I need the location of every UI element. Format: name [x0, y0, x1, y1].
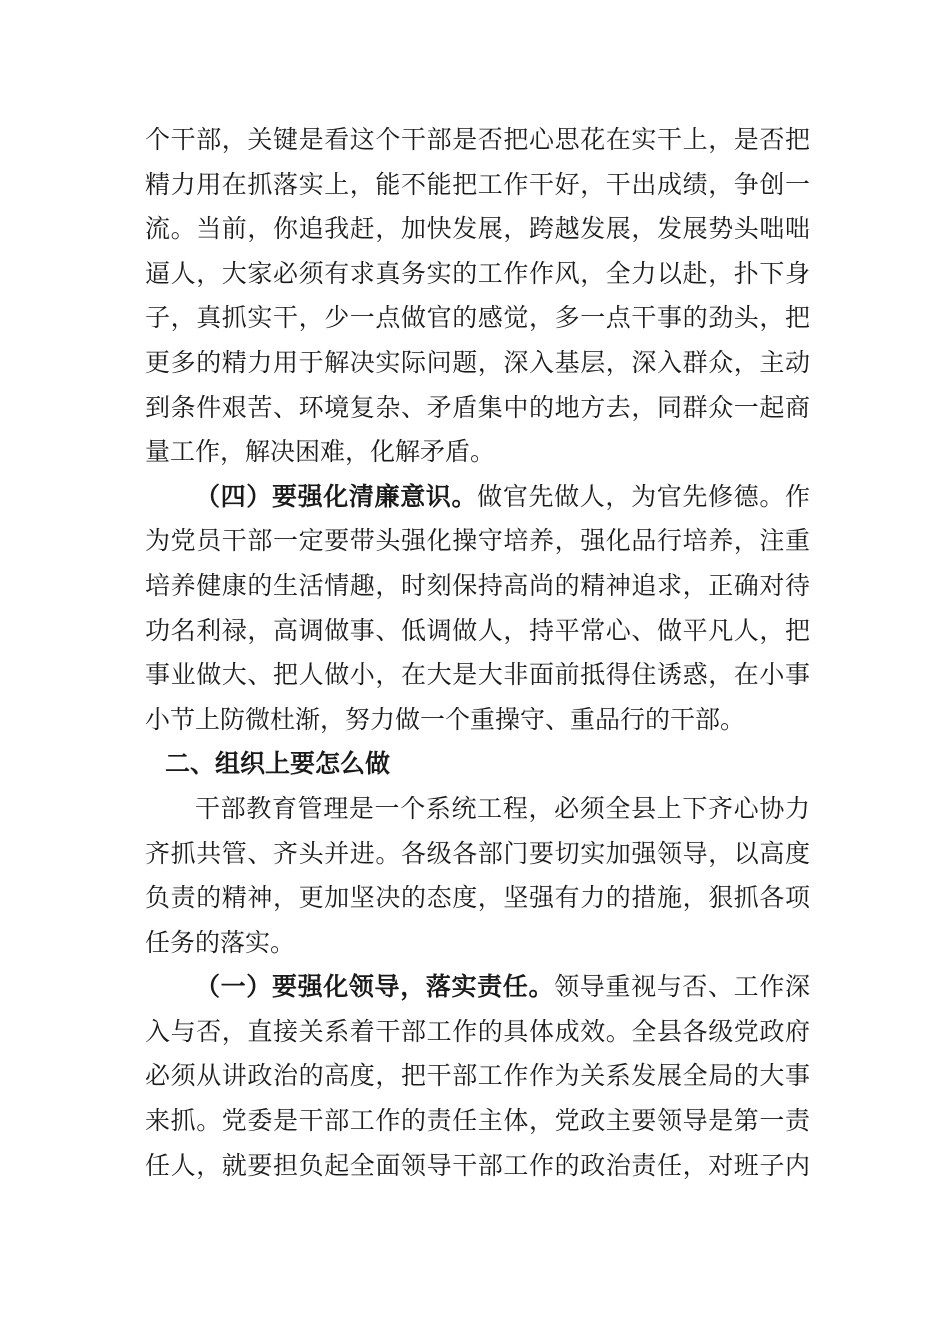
paragraph-first-line: [145, 965, 810, 1010]
text-line: 必须从讲政治的高度，把干部工作作为关系发展全局的大事: [145, 1061, 810, 1091]
section-heading: 二、组织上要怎么做: [165, 749, 391, 779]
text-line: 个干部，关键是看这个干部是否把心思花在实干上，是否把: [145, 125, 810, 154]
text-line: 小节上防微杜渐，努力做一个重操守、重品行的干部。: [145, 704, 746, 734]
text-line: 精力用在抓落实上，能不能把工作干好，干出成绩，争创一: [145, 169, 810, 199]
text-line: 流。当前，你追我赶，加快发展，跨越发展，发展势头咄咄: [145, 214, 810, 244]
text-run: 领导重视与否、工作深: [554, 972, 810, 1002]
text-line: 任人，就要担负起全面领导干部工作的政治责任，对班子内: [145, 1150, 810, 1180]
text-line: 为党员干部一定要带头强化操守培养，强化品行培养，注重: [145, 526, 810, 556]
text-line: 逼人，大家必须有求真务实的工作作风，全力以赴，扑下身: [145, 258, 810, 288]
text-line: 齐抓共管、齐头并进。各级各部门要切实加强领导，以高度: [145, 838, 810, 868]
paragraph-first-line: [145, 475, 810, 520]
text-line: 入与否，直接关系着干部工作的具体成效。全县各级党政府: [145, 1016, 810, 1046]
text-line: 量工作，解决困难，化解矛盾。: [145, 437, 496, 467]
text-run: 做官先做人，为官先修德。作: [477, 481, 810, 511]
text-line: 事业做大、把人做小，在大是大非面前抵得住诱惑，在小事: [145, 660, 810, 690]
text-line: 子，真抓实干，少一点做官的感觉，多一点干事的劲头，把: [145, 303, 810, 333]
body-text: [145, 118, 810, 1188]
text-line: 培养健康的生活情趣，时刻保持高尚的精神追求，正确对待: [145, 570, 810, 600]
text-line: 来抓。党委是干部工作的责任主体，党政主要领导是第一责: [145, 1106, 810, 1136]
paragraph-first-line: 干部教育管理是一个系统工程，必须全县上下齐心协力: [195, 793, 810, 823]
text-line: 任务的落实。: [145, 927, 296, 957]
text-line: 更多的精力用于解决实际问题，深入基层，深入群众，主动: [145, 347, 810, 377]
text-line: 到条件艰苦、环境复杂、矛盾集中的地方去，同群众一起商: [145, 392, 810, 422]
section-subheading: （四）要强化清廉意识。: [195, 481, 478, 511]
text-line: 功名利禄，高调做事、低调做人，持平常心、做平凡人，把: [145, 615, 810, 645]
text-line: 负责的精神，更加坚决的态度，坚强有力的措施，狠抓各项: [145, 883, 810, 913]
section-subheading: （一）要强化领导，落实责任。: [195, 972, 555, 1002]
